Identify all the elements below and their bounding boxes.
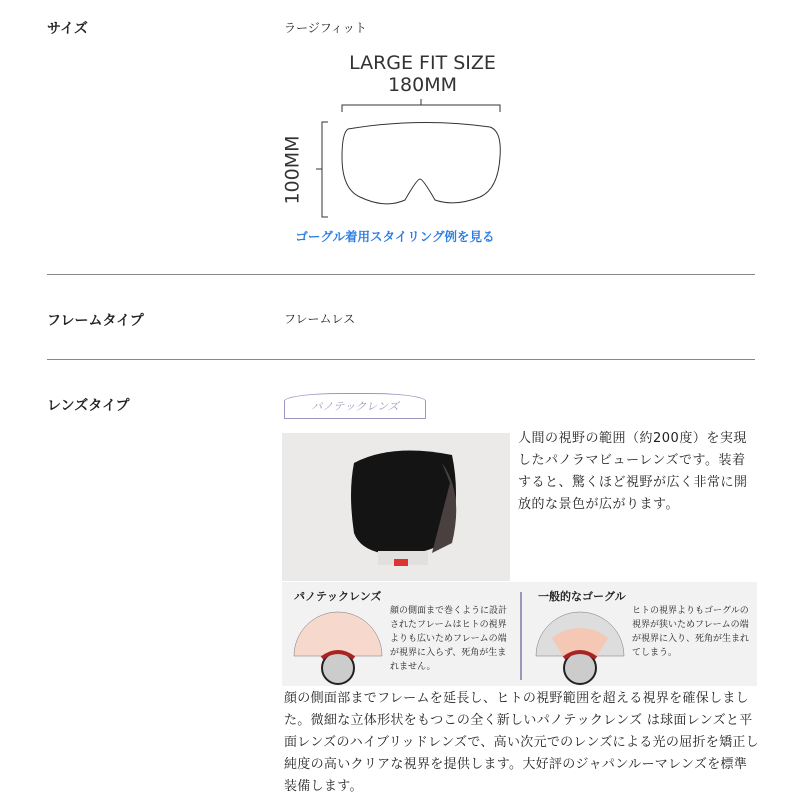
panotech-title: パノテックレンズ xyxy=(294,590,382,603)
diagram-height: 100MM xyxy=(282,135,304,205)
goggle-size-diagram xyxy=(280,97,520,222)
frame-type-label: フレームタイプ xyxy=(47,313,144,329)
goggle-photo-image xyxy=(282,433,510,581)
divider xyxy=(47,274,755,275)
comparison-panel xyxy=(282,582,757,686)
normal-view-diagram xyxy=(532,608,627,686)
divider xyxy=(520,592,522,680)
lens-description: 人間の視野の範囲（約200度）を実現したパノラマビューレンズです。装着すると、驚くほど視野が広く非常に開放的な景色が広がります。 xyxy=(518,431,748,512)
panotech-text: 顔の側面まで巻くように設計されたフレームはヒトの視界よりも広いためフレームの端が視界に入らず、死角が生まれません。 xyxy=(390,606,508,672)
frame-type-value: フレームレス xyxy=(284,312,356,326)
lens-photo xyxy=(282,433,510,581)
lens-tag: パノテックレンズ xyxy=(284,393,426,419)
diagram-title: LARGE FIT SIZE xyxy=(349,52,496,74)
size-value: ラージフィット xyxy=(284,21,367,35)
styling-link[interactable]: ゴーグル着用スタイリング例を見る xyxy=(295,229,495,244)
lens-type-label: レンズタイプ xyxy=(47,398,130,414)
divider xyxy=(47,359,755,360)
lens-paragraph: 顔の側面部までフレームを延長し、ヒトの視野範囲を超える視界を確保しました。微細な立体形状をもつこの全く新しいパノテックレンズ は球面レンズと平面レンズのハイブリッドレンズで、高い次元でのレンズによる光の屈折を矯正し純度の高いクリアな視界を提供します。大好評のジャパンルーマレンズを標準装備します。 xyxy=(284,691,759,794)
normal-goggle-text: ヒトの視界よりもゴーグルの視界が狭いためフレームの端が視界に入り、死角が生まれてしまう。 xyxy=(632,606,750,658)
size-diagram-title xyxy=(330,52,515,96)
diagram-width: 180MM xyxy=(387,74,458,96)
normal-goggle-title: 一般的なゴーグル xyxy=(538,590,626,603)
panotech-view-diagram xyxy=(290,608,385,686)
size-label: サイズ xyxy=(47,21,88,37)
